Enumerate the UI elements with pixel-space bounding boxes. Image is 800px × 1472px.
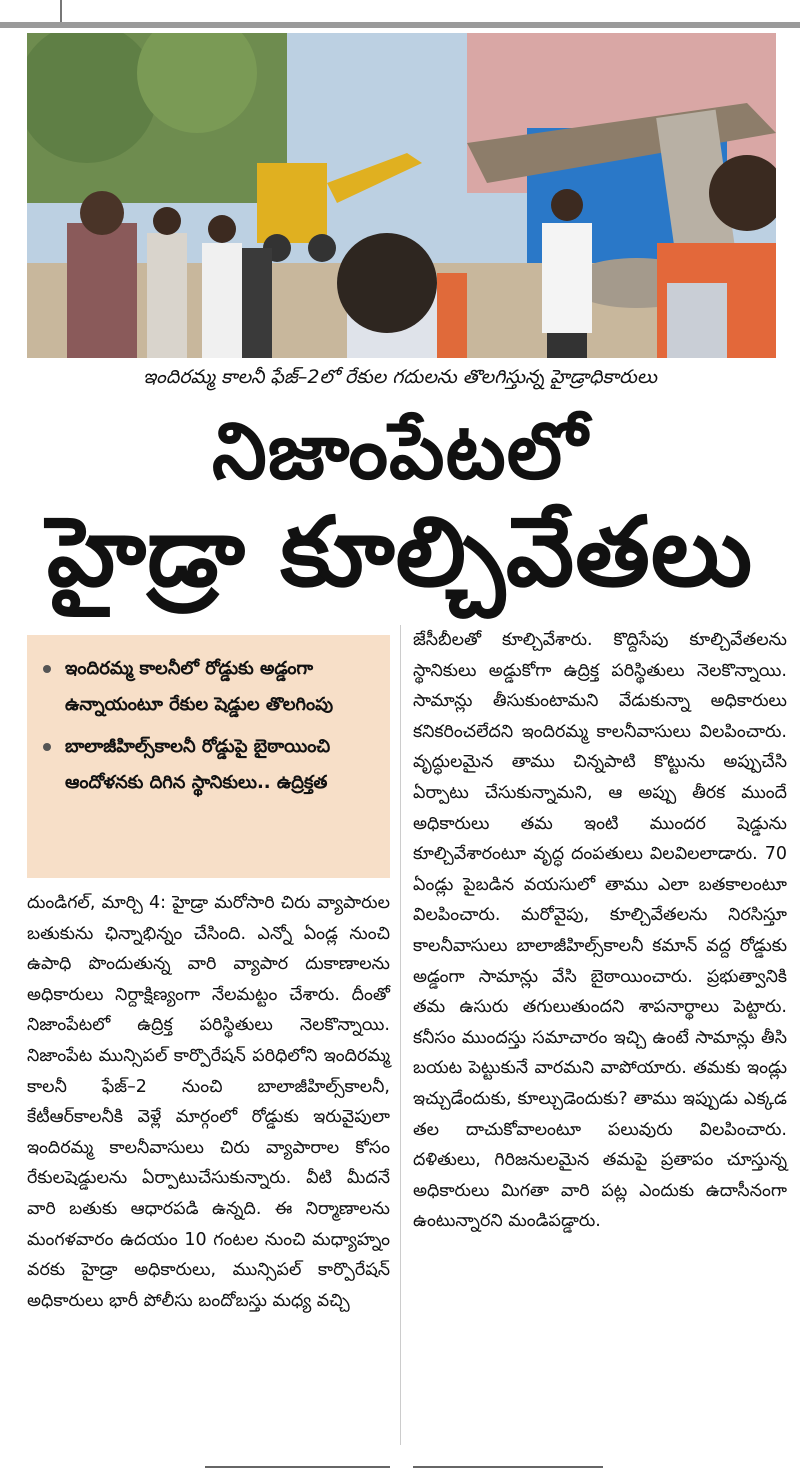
- bottom-rule-left: [205, 1466, 390, 1468]
- highlights-box: [27, 635, 390, 878]
- highlight-item: [41, 651, 376, 723]
- news-photo: [27, 33, 776, 358]
- article-column-right: [413, 625, 787, 1237]
- bullet-icon: [43, 665, 51, 673]
- highlight-item: [41, 729, 376, 801]
- top-column-divider: [60, 0, 62, 22]
- article-body-right: జేసీబీలతో కూల్చివేశారు. కొద్దిసేపు కూల్చివేతలను స్థానికులు అడ్డుకోగా ఉద్రిక్త పరిస్థితులు నెలకొన్నాయి. సామాన్లు తీసుకుంటామని వేడుకున్నా అధికారులు కనికరించలేదని ఇందిరమ్మ కాలనీవాసులు విలపించారు. వృద్ధులమైన తాము చిన్నపాటి కొట్టును అప్పుచేసి ఏర్పాటు చేసుకున్నామని, ఆ అప్పు తీరక ముందే అధికారులు తమ ఇంటి ముందర షెడ్డును కూల్చివేశారంటూ వృద్ధ దంపతులు విలవిలలాడారు. 70 ఏండ్లు పైబడిన వయసులో తాము ఎలా బతకాలంటూ విలపించారు. మరోవైపు, కూల్చివేతలను నిరసిస్తూ కాలనీవాసులు బాలాజీహిల్స్‌కాలనీ కమాన్ వద్ద రోడ్డుకు అడ్డంగా సామాన్లు వేసి బైఠాయించారు. ప్రభుత్వానికి తమ ఉసురు తగులుతుందని శాపనార్థాలు పెట్టారు. కనీసం ముందస్తు సమాచారం ఇచ్చి ఉంటే సామాన్లు తీసి బయట పెట్టుకునే వారమని వాపోయారు. తమకు ఇండ్లు ఇచ్చుడేందుకు, కూల్చుడెందుకు? తాము ఇప్పుడు ఎక్కడ తల దాచుకోవాలంటూ పలువురు విలపించారు. దళితులు, గిరిజనులమైన తమపై ప్రతాపం చూస్తున్న అధికారులు మిగతా వారి పట్ల ఎందుకు ఉదాసీనంగా ఉంటున్నారని మండిపడ్డారు.: [413, 630, 787, 1232]
- article-column-left: [27, 888, 390, 1316]
- photo-caption: ఇందిరమ్మ కాలనీ ఫేజ్–2లో రేకుల గదులను తొలగిస్తున్న హైడ్రాధికారులు: [143, 366, 657, 388]
- headline-line-2: హైడ్రా కూల్చివేతలు: [46, 496, 754, 608]
- highlight-text: బాలాజీహిల్స్‌కాలనీ రోడ్డుపై బైఠాయించి ఆందోళనకు దిగిన స్థానికులు.. ఉద్రిక్తత: [65, 736, 331, 793]
- bullet-icon: [43, 743, 51, 751]
- column-divider: [400, 625, 401, 1445]
- top-border-rule: [0, 22, 800, 28]
- article-body-left: దుండిగల్, మార్చి 4: హైడ్రా మరోసారి చిరు వ్యాపారుల బతుకును ఛిన్నాభిన్నం చేసింది. ఎన్నో ఏండ్ల నుంచి ఉపాధి పొందుతున్న వారి వ్యాపార దుకాణాలను అధికారులు నిర్దాక్షిణ్యంగా నేలమట్టం చేశారు. దీంతో నిజాంపేటలో ఉద్రిక్త పరిస్థితులు నెలకొన్నాయి. నిజాంపేట మున్సిపల్ కార్పొరేషన్ పరిధిలోని ఇందిరమ్మ కాలనీ ఫేజ్–2 నుంచి బాలాజీహిల్స్‌కాలనీ, కేటీఆర్‌కాలనీకి వెళ్లే మార్గంలో రోడ్డుకు ఇరువైపులా ఇందిరమ్మ కాలనీవాసులు చిరు వ్యాపారాల కోసం రేకులషెడ్డులను ఏర్పాటుచేసుకున్నారు. వీటి మీదనే వారి బతుకు ఆధారపడి ఉన్నది. ఈ నిర్మాణాలను మంగళవారం ఉదయం 10 గంటల నుంచి మధ్యాహ్నం వరకు హైడ్రా అధికారులు, మున్సిపల్ కార్పొరేషన్ అధికారులు భారీ పోలీసు బందోబస్తు మధ్య వచ్చి: [27, 893, 390, 1311]
- bottom-rule-right: [413, 1466, 603, 1468]
- headline-line-1: నిజాంపేటలో: [212, 407, 588, 497]
- highlight-text: ఇందిరమ్మ కాలనీలో రోడ్డుకు అడ్డంగా ఉన్నాయంటూ రేకుల షెడ్డుల తొలగింపు: [65, 658, 334, 715]
